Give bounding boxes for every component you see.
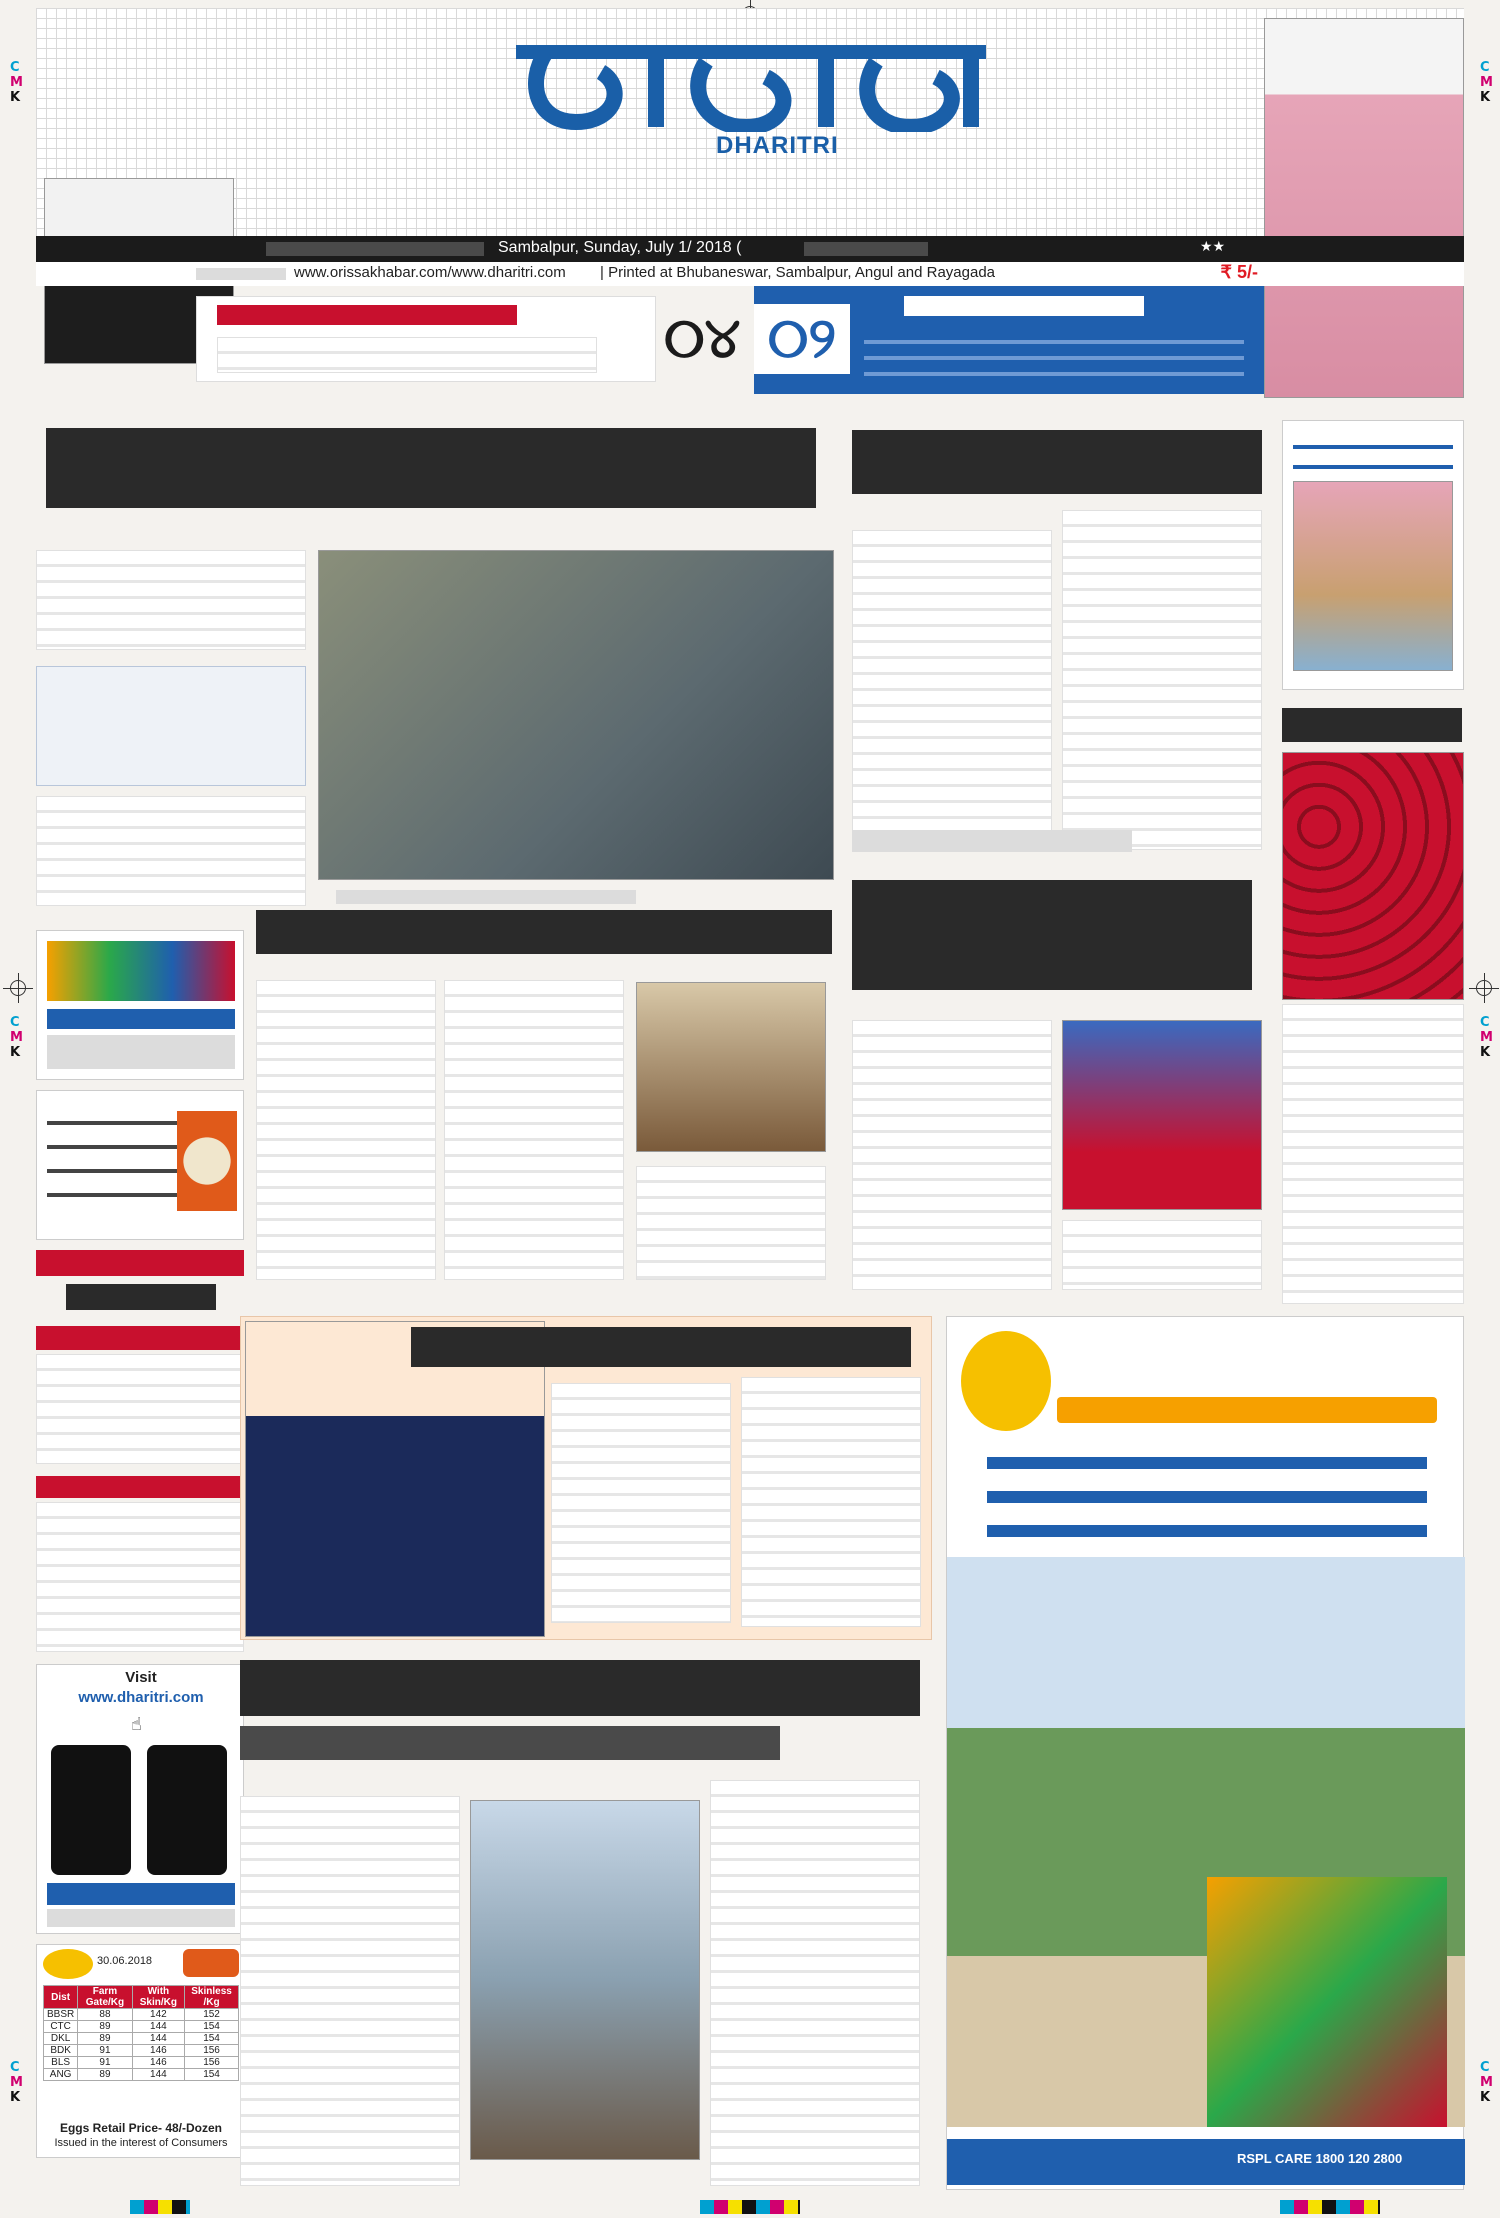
egg-table-cell: BDK bbox=[44, 2045, 78, 2057]
egg-table-cell: ANG bbox=[44, 2069, 78, 2081]
egg-price-panel bbox=[36, 1944, 244, 2158]
cmyk-mark-bottom-left: C M K bbox=[10, 2060, 23, 2105]
info-bar bbox=[36, 262, 1464, 286]
egg-table-header: Farm Gate/Kg bbox=[78, 1986, 132, 2009]
egg-table-cell: 89 bbox=[78, 2069, 132, 2081]
cmyk-mark-mid-left: C M K bbox=[10, 1015, 23, 1060]
teaser-page-right: ୦୨ bbox=[754, 304, 850, 374]
egg-table-cell: DKL bbox=[44, 2033, 78, 2045]
odia-date-block bbox=[266, 242, 484, 256]
accident-text-right bbox=[1062, 510, 1262, 850]
egg-table-row bbox=[44, 2057, 239, 2069]
teaser-left-box[interactable] bbox=[196, 296, 656, 382]
color-swatch-2 bbox=[700, 2200, 800, 2214]
phone-mockup-1 bbox=[51, 1745, 131, 1875]
egg-table-cell: 89 bbox=[78, 2033, 132, 2045]
protest-photo bbox=[470, 1800, 700, 2160]
phone-mockup-2 bbox=[147, 1745, 227, 1875]
lead-continued-text bbox=[36, 796, 306, 906]
teaser-right-box[interactable] bbox=[754, 286, 1264, 394]
egg-table-cell: CTC bbox=[44, 2021, 78, 2033]
photo-caption-block bbox=[336, 890, 636, 904]
quote-text bbox=[36, 1354, 244, 1464]
cmyk-mark-bottom-right: C M K bbox=[1480, 2060, 1493, 2105]
fifa-score-box[interactable] bbox=[36, 1090, 244, 1240]
ad-helpline: RSPL CARE 1800 120 2800 bbox=[1237, 2151, 1403, 2166]
cmyk-mark-top-right: C M K bbox=[1480, 60, 1493, 105]
egg-table-header: Skinless /Kg bbox=[185, 1986, 239, 2009]
coupon-magazine-cover bbox=[1293, 481, 1453, 671]
mla-headline-block[interactable] bbox=[852, 880, 1252, 990]
egg-table-cell: 89 bbox=[78, 2021, 132, 2033]
color-bar-strip bbox=[0, 2196, 1500, 2218]
mla-text-right bbox=[1062, 1220, 1262, 1290]
left-rail bbox=[36, 930, 244, 2180]
accident-headline-block[interactable] bbox=[852, 430, 1262, 494]
egg-table-row bbox=[44, 2069, 239, 2081]
egg-table-header: Dist bbox=[44, 1986, 78, 2009]
visit-panel[interactable] bbox=[36, 1664, 244, 1934]
registration-mark-right bbox=[1476, 980, 1492, 996]
egg-table-cell: 156 bbox=[185, 2045, 239, 2057]
egg-table-cell: BBSR bbox=[44, 2009, 78, 2021]
facts-label-block bbox=[36, 1476, 244, 1498]
pm-subhead-block bbox=[240, 1726, 780, 1760]
lpg-cylinders-photo bbox=[1282, 752, 1464, 1000]
egg-table-cell: 91 bbox=[78, 2057, 132, 2069]
egg-table-row bbox=[44, 2033, 239, 2045]
lpg-text bbox=[1282, 1004, 1464, 1304]
teaser-right-text bbox=[864, 328, 1244, 378]
egg-table-cell: 144 bbox=[132, 2069, 184, 2081]
pm-story bbox=[240, 1650, 932, 2190]
egg-table-cell: 154 bbox=[185, 2033, 239, 2045]
health-camp-photo bbox=[318, 550, 834, 880]
pm-text-1 bbox=[240, 1796, 460, 2186]
fifa-text-left bbox=[551, 1383, 731, 1623]
aama-sahar-promo[interactable] bbox=[36, 930, 244, 1080]
egg-table-cell: BLS bbox=[44, 2057, 78, 2069]
egg-table-cell: 152 bbox=[185, 2009, 239, 2021]
lead-highlights-box bbox=[36, 666, 306, 786]
fifa-headline-block[interactable] bbox=[411, 1327, 911, 1367]
issue-number-block bbox=[196, 268, 286, 280]
necc-logo bbox=[43, 1949, 93, 1979]
egg-price-date: 30.06.2018 bbox=[97, 1955, 153, 1967]
teaser-page-left[interactable]: ୦୪ bbox=[664, 306, 741, 371]
website-text[interactable]: www.orissakhabar.com/www.dharitri.com bbox=[294, 264, 566, 281]
accident-text-left bbox=[852, 530, 1052, 850]
murder-case-strap bbox=[852, 830, 1132, 852]
egg-table-cell: 146 bbox=[132, 2057, 184, 2069]
pm-text-2 bbox=[710, 1780, 920, 2186]
egg-table-header: With Skin/Kg bbox=[132, 1986, 184, 2009]
egg-table-row bbox=[44, 2009, 239, 2021]
city-skyline-icon bbox=[47, 941, 235, 1001]
award-story bbox=[256, 910, 832, 1310]
teaser-left-text bbox=[217, 337, 597, 373]
edition-stars: ★★ bbox=[1200, 239, 1226, 255]
ad-tagline-block bbox=[1057, 1397, 1437, 1423]
quote-label-block bbox=[36, 1326, 244, 1350]
teaser-right-headline-block bbox=[904, 296, 1144, 316]
egg-table-row bbox=[44, 2021, 239, 2033]
english-date: Sambalpur, Sunday, July 1/ 2018 ( bbox=[498, 239, 742, 256]
cmyk-mark-top-left: C M K bbox=[10, 60, 23, 105]
award-text-3 bbox=[636, 1166, 826, 1280]
egg-table-cell: 154 bbox=[185, 2069, 239, 2081]
egg-table-row bbox=[44, 2045, 239, 2057]
teaser-left-headline-block bbox=[217, 305, 517, 325]
facts-text bbox=[36, 1502, 244, 1652]
coupon-promo-header bbox=[1293, 429, 1453, 469]
detergent-ad[interactable] bbox=[946, 1316, 1464, 2190]
lead-headline-block[interactable] bbox=[46, 428, 816, 508]
mla-portrait bbox=[1062, 1020, 1262, 1210]
fifa-mascot-icon bbox=[177, 1111, 237, 1211]
egg-table-cell: 144 bbox=[132, 2021, 184, 2033]
color-swatch-1 bbox=[130, 2200, 190, 2214]
mla-text-left bbox=[852, 1020, 1052, 1290]
best-app-sub-block bbox=[47, 1909, 235, 1927]
dateline-band bbox=[36, 236, 1464, 262]
footballer-photo bbox=[245, 1321, 545, 1637]
awardee-portrait bbox=[636, 982, 826, 1152]
editorial-title-block bbox=[66, 1284, 216, 1310]
egg-price-table bbox=[43, 1985, 239, 2081]
fifa-score-lines bbox=[47, 1101, 177, 1211]
teaser-band bbox=[36, 286, 1464, 394]
fifa-story bbox=[240, 1316, 932, 1640]
masthead bbox=[36, 8, 1464, 236]
accident-story bbox=[852, 420, 1272, 870]
award-headline-block[interactable] bbox=[256, 910, 832, 954]
egg-consumer-note: Issued in the interest of Consumers bbox=[54, 2137, 228, 2149]
pointer-hand-icon: ☝ bbox=[131, 1714, 142, 1735]
coupon-promo[interactable] bbox=[1282, 420, 1464, 690]
pm-headline-block[interactable] bbox=[240, 1660, 920, 1716]
visit-label: Visit bbox=[125, 1669, 157, 1686]
lead-intro-text bbox=[36, 550, 306, 650]
logo-mark bbox=[506, 32, 996, 132]
sponsor-logo bbox=[183, 1949, 239, 1977]
odia-date-block-2 bbox=[804, 242, 928, 256]
printed-at-text: | Printed at Bhubaneswar, Sambalpur, Angul and Rayagada bbox=[600, 264, 996, 281]
price-label: ₹ 5/- bbox=[1220, 262, 1258, 282]
award-text-1 bbox=[256, 980, 436, 1280]
lead-story bbox=[36, 410, 836, 930]
egg-table-cell: 142 bbox=[132, 2009, 184, 2021]
best-app-block bbox=[47, 1883, 235, 1905]
masthead-logo bbox=[506, 14, 996, 159]
lpg-headline-block[interactable] bbox=[1282, 708, 1462, 742]
ad-brand-logo bbox=[961, 1331, 1051, 1431]
ad-footer-strip bbox=[947, 2139, 1465, 2185]
registration-mark-left bbox=[10, 980, 26, 996]
egg-table-cell: 154 bbox=[185, 2021, 239, 2033]
egg-table-cell: 146 bbox=[132, 2045, 184, 2057]
visit-url[interactable]: www.dharitri.com bbox=[78, 1689, 204, 1706]
fifa-text-right bbox=[741, 1377, 921, 1627]
color-swatch-3 bbox=[1280, 2200, 1380, 2214]
aama-sahar-block bbox=[47, 1009, 235, 1029]
egg-table-cell: 156 bbox=[185, 2057, 239, 2069]
ad-detergent-pack bbox=[1207, 1877, 1447, 2127]
editorial-label-block bbox=[36, 1250, 244, 1276]
aama-sahar-sub-block bbox=[47, 1035, 235, 1069]
egg-table-cell: 88 bbox=[78, 2009, 132, 2021]
egg-table-cell: 91 bbox=[78, 2045, 132, 2057]
ad-product-title-block bbox=[987, 1435, 1427, 1545]
mla-story bbox=[852, 870, 1272, 1310]
masthead-latin-name: DHARITRI bbox=[716, 132, 839, 159]
award-text-2 bbox=[444, 980, 624, 1280]
egg-table-cell: 144 bbox=[132, 2033, 184, 2045]
egg-retail-price: Eggs Retail Price- 48/-Dozen bbox=[59, 2121, 223, 2135]
cmyk-mark-mid-right: C M K bbox=[1480, 1015, 1493, 1060]
